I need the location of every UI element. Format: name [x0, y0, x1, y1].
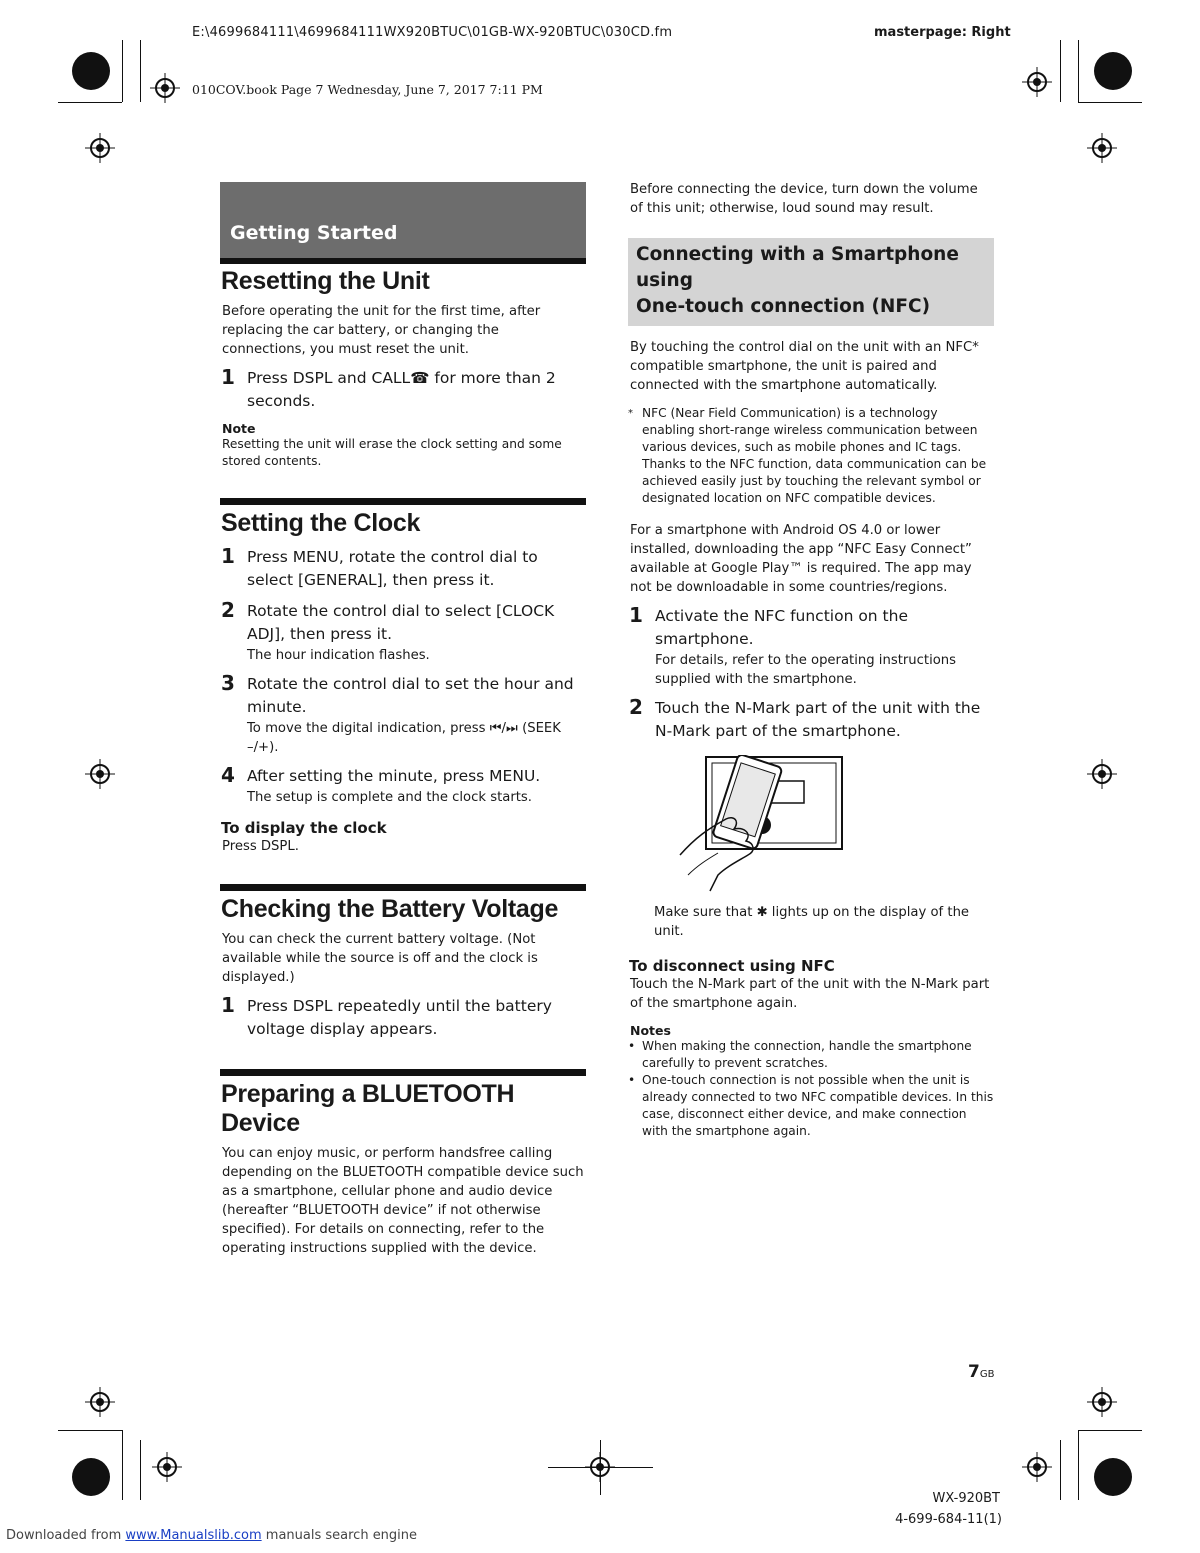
- nfc-intro: By touching the control dial on the unit with an NFC* compatible smartphone, the unit is paired and connected with the smartphone automatically.: [630, 340, 979, 393]
- masterpage-label: masterpage: Right: [874, 25, 1011, 40]
- bluetooth-intro: You can enjoy music, or perform handsfree calling depending on the BLUETOOTH compatible device such as a smartphone, cellular phone and audio device (hereafter “BLUETOOTH device” if not otherwise specified). For details on connecting, refer to the operating instructions supplied with the device.: [222, 1146, 584, 1256]
- book-info: 010COV.book Page 7 Wednesday, June 7, 2017 7:11 PM: [192, 82, 543, 97]
- note-item: [628, 1038, 994, 1072]
- step-number: 2: [221, 598, 235, 622]
- after-illustration-text: Make sure that ✱ lights up on the display of the unit.: [654, 905, 970, 939]
- note-text: One-touch connection is not possible when the unit is already connected to two NFC compatible devices. In this case, disconnect either device, and make connection with the smartphone again.: [642, 1073, 994, 1138]
- disconnect-heading: To disconnect using NFC: [629, 957, 835, 975]
- bluetooth-heading: Preparing a BLUETOOTH Device: [221, 1080, 515, 1137]
- caution-text: Before connecting the device, turn down the volume of this unit; otherwise, loud sound may result.: [630, 182, 978, 216]
- crosshair-icon: [1087, 133, 1117, 163]
- step-text: Touch the N-Mark part of the unit with the N-Mark part of the smartphone.: [655, 699, 981, 740]
- registration-dot: [72, 52, 110, 90]
- resetting-intro: Before operating the unit for the first time, after replacing the car battery, or changing the connections, you must reset the unit.: [222, 304, 541, 357]
- battery-heading: Checking the Battery Voltage: [221, 895, 559, 923]
- download-credit: Downloaded from www.Manualslib.com manuals search engine: [6, 1528, 418, 1543]
- crosshair-icon: [150, 73, 180, 103]
- resetting-step: [220, 367, 586, 413]
- step-text: Rotate the control dial to select [CLOCK ADJ], then press it.: [247, 602, 555, 643]
- resetting-heading: Resetting the Unit: [221, 267, 430, 295]
- battery-intro: You can check the current battery voltage. (Not available while the source is off and the clock is displayed.): [222, 932, 538, 985]
- step-text: Press DSPL and CALL☎ for more than 2 seconds.: [247, 369, 556, 410]
- step-text: Press MENU, rotate the control dial to select [GENERAL], then press it.: [247, 548, 538, 589]
- step-number: 1: [629, 603, 643, 627]
- crosshair-icon: [85, 1387, 115, 1417]
- nfc-illustration: [678, 755, 994, 897]
- display-clock-text: Press DSPL.: [222, 839, 299, 854]
- section-rule: [220, 498, 586, 505]
- footnote-text: NFC (Near Field Communication) is a technology enabling short-range wireless communication between various devices, such as mobile phones and IC tags. Thanks to the NFC function, data communication can be achieved easily just by touching the relevant symbol or designated location on NFC compatible devices.: [642, 406, 987, 505]
- crosshair-icon: [1022, 1452, 1052, 1482]
- step-item: [220, 546, 586, 592]
- step-detail: The hour indication flashes.: [247, 648, 430, 663]
- note-text: Resetting the unit will erase the clock setting and some stored contents.: [222, 437, 562, 468]
- step-text: Activate the NFC function on the smartphone.: [655, 607, 908, 648]
- crosshair-icon: [85, 133, 115, 163]
- registration-dot: [72, 1458, 110, 1496]
- step-text: Press DSPL repeatedly until the battery voltage display appears.: [247, 997, 552, 1038]
- nfc-section-heading: [628, 238, 994, 326]
- footnote-mark: *: [628, 408, 633, 419]
- nfc-heading-line1: Connecting with a Smartphone using: [636, 244, 959, 291]
- bullet-icon: •: [628, 1039, 636, 1053]
- smartphone-touch-icon: [678, 755, 848, 893]
- manualslib-link[interactable]: www.Manualslib.com: [125, 1528, 262, 1543]
- step-item: [220, 673, 586, 757]
- right-column: [628, 180, 994, 1140]
- section-rule: [220, 1069, 586, 1076]
- nfc-footnote: [628, 405, 994, 507]
- step-number: 2: [629, 695, 643, 719]
- file-path: E:\4699684111\4699684111WX920BTUC\01GB-WX-920BTUC\030CD.fm: [192, 25, 673, 40]
- android-note: For a smartphone with Android OS 4.0 or lower installed, downloading the app “NFC Easy Connect” available at Google Play™ is required. The app may not be downloadable in some countries/regions.: [630, 523, 972, 595]
- battery-step: [220, 995, 586, 1041]
- crosshair-icon: [1087, 1387, 1117, 1417]
- step-text: After setting the minute, press MENU.: [247, 767, 541, 785]
- display-clock-heading: To display the clock: [221, 819, 387, 837]
- step-item: [628, 697, 994, 743]
- step-number: 4: [221, 763, 235, 787]
- note-item: [628, 1072, 994, 1140]
- left-column: [220, 182, 586, 1258]
- crosshair-icon: [1022, 67, 1052, 97]
- note-text: When making the connection, handle the smartphone carefully to prevent scratches.: [642, 1039, 972, 1070]
- page-number: 7GB: [968, 1362, 995, 1382]
- chapter-banner: [220, 182, 586, 264]
- step-number: 1: [221, 544, 235, 568]
- step-item: [628, 605, 994, 689]
- step-item: [220, 765, 586, 807]
- nfc-heading-line2: One-touch connection (NFC): [636, 296, 931, 317]
- step-number: 3: [221, 671, 235, 695]
- step-item: [220, 600, 586, 665]
- clock-steps: [220, 546, 586, 807]
- notes-heading: Notes: [630, 1023, 671, 1038]
- step-detail: For details, refer to the operating instructions supplied with the smartphone.: [655, 653, 957, 687]
- part-number: 4-699-684-11(1): [895, 1512, 1002, 1527]
- registration-dot: [1094, 52, 1132, 90]
- crosshair-icon: [1087, 759, 1117, 789]
- registration-dot: [1094, 1458, 1132, 1496]
- bullet-icon: •: [628, 1073, 636, 1087]
- clock-heading: Setting the Clock: [221, 509, 421, 537]
- model-number: WX-920BT: [932, 1491, 1000, 1506]
- notes-list: [628, 1038, 994, 1140]
- nfc-steps: [628, 605, 994, 743]
- note-heading: Note: [222, 421, 256, 436]
- step-number: 1: [221, 365, 235, 389]
- step-text: Rotate the control dial to set the hour and minute.: [247, 675, 574, 716]
- crosshair-icon: [85, 759, 115, 789]
- step-detail: The setup is complete and the clock starts.: [247, 790, 532, 805]
- chapter-title: Getting Started: [230, 222, 398, 244]
- disconnect-text: Touch the N-Mark part of the unit with the N-Mark part of the smartphone again.: [630, 977, 990, 1011]
- section-rule: [220, 884, 586, 891]
- crosshair-icon: [152, 1452, 182, 1482]
- step-number: 1: [221, 993, 235, 1017]
- step-detail: To move the digital indication, press ⏮/⏭ (SEEK –/+).: [247, 721, 561, 755]
